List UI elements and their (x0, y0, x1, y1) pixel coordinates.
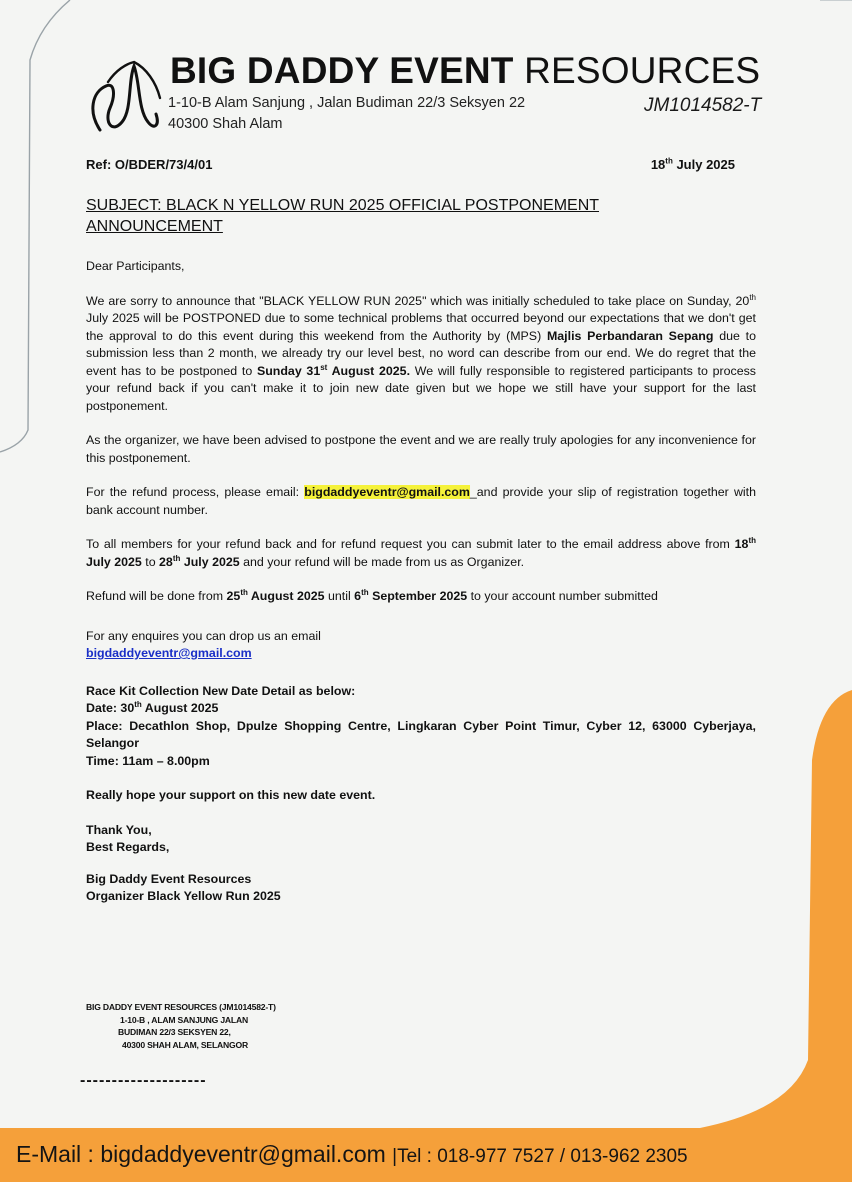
paragraph-refund-dates: Refund will be done from 25th August 2025 until 6th September 2025 to your account number submitted (86, 587, 658, 603)
company-address: 1-10-B Alam Sanjung , Jalan Budiman 22/3 Seksyen 22 40300 Shah Alam (168, 95, 526, 132)
salutation: Dear Participants, (86, 259, 185, 273)
race-kit-date: Date: 30th August 2025 (86, 699, 219, 715)
company-name: BIG DADDY EVENT RESOURCES (170, 50, 761, 91)
footer-phone[interactable]: |Tel : 018-977 7527 / 013-962 2305 (392, 1146, 688, 1167)
company-stamp: BIG DADDY EVENT RESOURCES (JM1014582-T) 1-10-B , ALAM SANJUNG JALAN BUDIMAN 22/3 SEKSYEN 22, 40300 SHAH ALAM, SELANGOR (86, 1002, 276, 1050)
paragraph-postponement: We are sorry to announce that "BLACK YELLOW RUN 2025" which was initially scheduled to take place on Sunday, 20th July 2025 will be POSTPONED due to some technical problems that occurred beyond our expectations that we don't get the approval to do this event during this weekend from the Authority by (MPS) Majlis Perbandaran Sepang due to submission less than 2 month, we already try our level best, no word can describe from our end. We do regret that the event has to be postponed to Sunday 31st August 2025. We will fully responsible to registered participants to process your refund back if you can't make it to join new date given but we hope we still have your support for the last postponement. (86, 292, 756, 413)
letter-body (86, 258, 756, 906)
reference-number: Ref: O/BDER/73/4/01 (86, 157, 213, 172)
race-kit-time: Time: 11am – 8.00pm (86, 753, 210, 768)
paragraph-apology: As the organizer, we have been advised to postpone the event and we are really truly apologies for any inconvenience for this postponement. (86, 433, 756, 465)
closing-hope: Really hope your support on this new date event. (86, 788, 376, 802)
registration-number: JM1014582-T (644, 95, 762, 116)
paragraph-refund-request: To all members for your refund back and for refund request you can submit later to the email address above from 18th July 2025 to 28th July 2025 and your refund will be made from us as Organizer. (86, 535, 756, 569)
enquiry-email-link[interactable]: bigdaddyeventr@gmail.com (86, 646, 252, 660)
signatory-company: Big Daddy Event Resources (86, 871, 252, 886)
subject-heading: SUBJECT: BLACK N YELLOW RUN 2025 OFFICIAL POSTPONEMENT ANNOUNCEMENT (86, 197, 600, 235)
refund-email-highlight[interactable]: bigdaddyeventr@gmail.com (304, 485, 470, 499)
race-kit-title: Race Kit Collection New Date Detail as below: (86, 683, 356, 698)
letter-date: 18th July 2025 (650, 156, 735, 172)
footer-email[interactable]: E-Mail : bigdaddyeventr@gmail.com (16, 1141, 386, 1167)
footer-contact (16, 1141, 688, 1168)
closing-thanks: Thank You, (86, 822, 152, 837)
company-logo (86, 52, 166, 140)
paragraph-refund-process: For the refund process, please email: bigdaddyeventr@gmail.com_and provide your slip of registration together with bank account number. (86, 485, 756, 517)
signatory-role: Organizer Black Yellow Run 2025 (86, 889, 281, 903)
race-kit-place: Place: Decathlon Shop, Dpulze Shopping Centre, Lingkaran Cyber Point Timur, Cyber 12, 63000 Cyberjaya, Selangor (86, 718, 756, 750)
signature-line: -------------------- (80, 1072, 207, 1089)
paragraph-enquiries: For any enquires you can drop us an email (86, 628, 321, 643)
closing-regards: Best Regards, (86, 840, 170, 854)
